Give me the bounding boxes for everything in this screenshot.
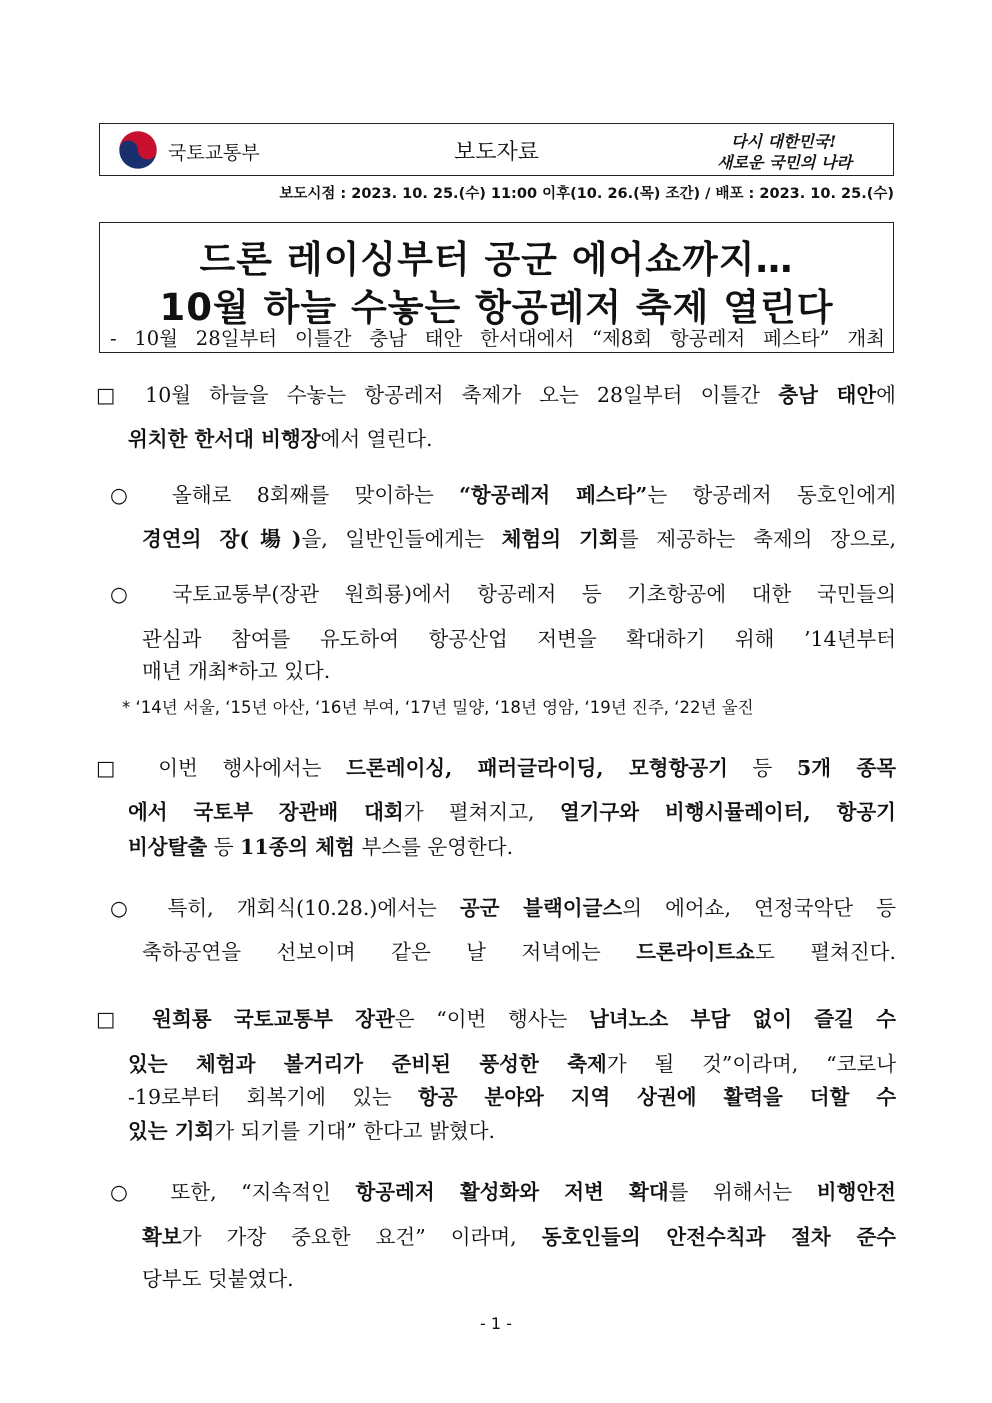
body-line: 에서 국토부 장관배 대회가 펼쳐지고, 열기구와 비행시뮬레이터, 항공기 — [128, 800, 896, 824]
body-line: ○ 또한, “지속적인 항공레저 활성화와 저변 확대를 위해서는 비행안전 — [110, 1180, 896, 1204]
body-line: □ 10월 하늘을 수놓는 항공레저 축제가 오는 28일부터 이틀간 충남 태안에 — [96, 383, 896, 407]
body-line: □ 이번 행사에서는 드론레이싱, 패러글라이딩, 모형항공기 등 5개 종목 — [96, 756, 897, 780]
subheadline: - 10월 28일부터 이틀간 충남 태안 한서대에서 “제8회 항공레저 페스타” 개최 — [110, 327, 885, 350]
body-line: 축하공연을 선보이며 같은 날 저녁에는 드론라이트쇼도 펼쳐진다. — [142, 940, 896, 964]
page-number: - 1 - — [480, 1314, 512, 1333]
body-line: 매년 개최*하고 있다. — [142, 659, 331, 683]
body-line: ○ 올해로 8회째를 맞이하는 “항공레저 페스타”는 항공레저 동호인에게 — [110, 483, 897, 507]
slogan-handwriting — [713, 128, 883, 174]
body-line: ○ 특히, 개회식(10.28.)에서는 공군 블랙이글스의 에어쇼, 연정국악단 등 — [110, 896, 896, 920]
body-line: ○ 국토교통부(장관 원희룡)에서 항공레저 등 기초항공에 대한 국민들의 — [110, 582, 896, 606]
footnote: * ‘14년 서울, ‘15년 아산, ‘16년 부여, ‘17년 밀양, ‘18년 영암, ‘19년 진주, ‘22년 울진 — [122, 698, 754, 717]
embargo-info: 보도시점 : 2023. 10. 25.(수) 11:00 이후(10. 26.(목) 조간) / 배포 : 2023. 10. 25.(수) — [279, 186, 894, 202]
body-line: 있는 기회가 되기를 기대” 한다고 밝혔다. — [128, 1119, 496, 1143]
body-line: 확보가 가장 중요한 요건” 이라며, 동호인들의 안전수칙과 절차 준수 — [142, 1225, 896, 1249]
body-line: -19로부터 회복기에 있는 항공 분야와 지역 상권에 활력을 더할 수 — [128, 1085, 896, 1109]
body-line: 비상탈출 등 11종의 체험 부스를 운영한다. — [128, 835, 514, 859]
document-type: 보도자료 — [453, 140, 539, 165]
headline-line-1: 드론 레이싱부터 공군 에어쇼까지… — [199, 238, 794, 281]
headline-line-2: 10월 하늘 수놓는 항공레저 축제 열린다 — [159, 286, 834, 329]
svg-text:다시 대한민국!: 다시 대한민국! — [731, 132, 837, 151]
body-line: □ 원희룡 국토교통부 장관은 “이번 행사는 남녀노소 부담 없이 즐길 수 — [96, 1007, 896, 1031]
ministry-name: 국토교통부 — [168, 142, 260, 164]
body-line: 있는 체험과 볼거리가 준비된 풍성한 축제가 될 것”이라며, “코로나 — [128, 1052, 896, 1076]
title-box — [99, 222, 894, 353]
body-line: 위치한 한서대 비행장에서 열린다. — [128, 427, 433, 451]
body-line: 당부도 덧붙였다. — [142, 1267, 294, 1291]
body-line: 관심과 참여를 유도하여 항공산업 저변을 확대하기 위해 ’14년부터 — [142, 627, 896, 651]
svg-text:새로운 국민의 나라: 새로운 국민의 나라 — [717, 153, 852, 172]
body-line: 경연의 장(場)을, 일반인들에게는 체험의 기회를 제공하는 축제의 장으로, — [142, 527, 896, 551]
press-header — [99, 123, 894, 176]
